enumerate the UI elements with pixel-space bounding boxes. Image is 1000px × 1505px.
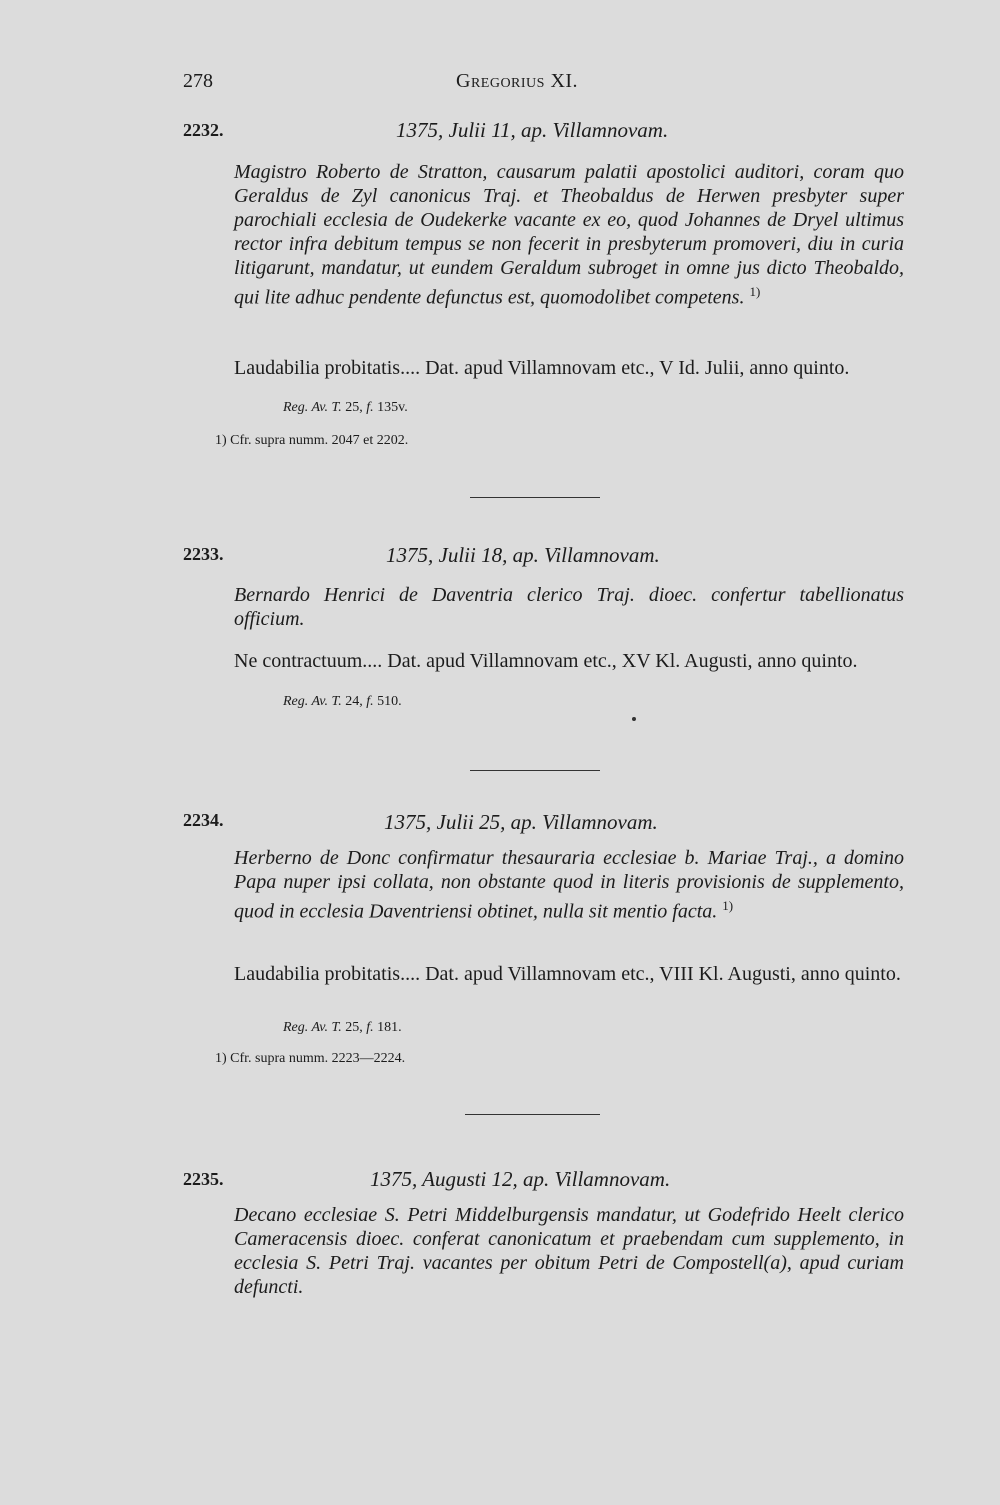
entry-date: 1375, Julii 11, ap. Villamnovam. bbox=[396, 118, 669, 142]
register-reference: Reg. Av. T. 24, f. 510. bbox=[283, 694, 402, 709]
entry-number: 2233. bbox=[183, 544, 224, 564]
entry-number: 2232. bbox=[183, 120, 224, 140]
entry-body: Magistro Roberto de Stratton, causarum palatii apostolici auditori, coram quo Geraldus de Zyl canonicus Traj. et Theobaldus de Herwen presbyter super parochiali ecclesia de Oudekerke vacante ex eo, quod Johannes de Dryel ultimus rector infra debitum tempus se non fecerit in presbyterum promoveri, diu in curia litigarunt, mandatur, ut eundem Geraldum subroget in omne jus dicto Theobaldo, qui lite adhuc pendente defunctus est, quomodolibet competens. $^{1)}$ bbox=[234, 161, 904, 309]
print-speck bbox=[632, 717, 636, 721]
running-title: Gregorius XI. bbox=[456, 70, 579, 92]
footnote-mark: 1) bbox=[749, 284, 761, 299]
entry-date: 1375, Augusti 12, ap. Villamnovam. bbox=[370, 1167, 671, 1191]
entry-incipit: Laudabilia probitatis.... Dat. apud Villamnovam etc., VIII Kl. Augusti, anno quinto. bbox=[234, 963, 901, 985]
entry-date: 1375, Julii 18, ap. Villamnovam. bbox=[386, 543, 660, 567]
section-divider bbox=[465, 1114, 600, 1115]
section-divider bbox=[470, 497, 600, 498]
entry-number: 2234. bbox=[183, 810, 224, 830]
entry-body: Bernardo Henrici de Daventria clerico Traj. dioec. confertur tabellionatus officium. bbox=[234, 584, 904, 630]
entry-incipit: Ne contractuum.... Dat. apud Villamnovam etc., XV Kl. Augusti, anno quinto. bbox=[234, 650, 858, 672]
entry-number: 2235. bbox=[183, 1169, 224, 1189]
entry-date: 1375, Julii 25, ap. Villamnovam. bbox=[384, 810, 658, 834]
entry-body: Herberno de Donc confirmatur thesauraria ecclesiae b. Mariae Traj., a domino Papa nuper ipsi collata, non obstante quod in literis provisionis de supplemento, quod in ecclesia Daventriensi obtinet, nulla sit mentio facta. $^{1)}$ bbox=[234, 847, 904, 923]
footnote-mark: 1) bbox=[722, 898, 734, 913]
footnote: 1) Cfr. supra numm. 2223—2224. bbox=[215, 1051, 406, 1066]
section-divider bbox=[470, 770, 600, 771]
page-number: 278 bbox=[183, 70, 213, 92]
footnote: 1) Cfr. supra numm. 2047 et 2202. bbox=[215, 433, 409, 448]
entry-incipit: Laudabilia probitatis.... Dat. apud Villamnovam etc., V Id. Julii, anno quinto. bbox=[234, 357, 850, 379]
register-reference: Reg. Av. T. 25, f. 135v. bbox=[283, 400, 408, 415]
entry-body: Decano ecclesiae S. Petri Middelburgensis mandatur, ut Godefrido Heelt clerico Cameracensis dioec. conferat canonicatum et praebendam cum supplemento, in ecclesia S. Petri Traj. vacantes per obitum Petri de Compostell(a), apud curiam defuncti. bbox=[234, 1204, 904, 1298]
register-reference: Reg. Av. T. 25, f. 181. bbox=[283, 1020, 402, 1035]
